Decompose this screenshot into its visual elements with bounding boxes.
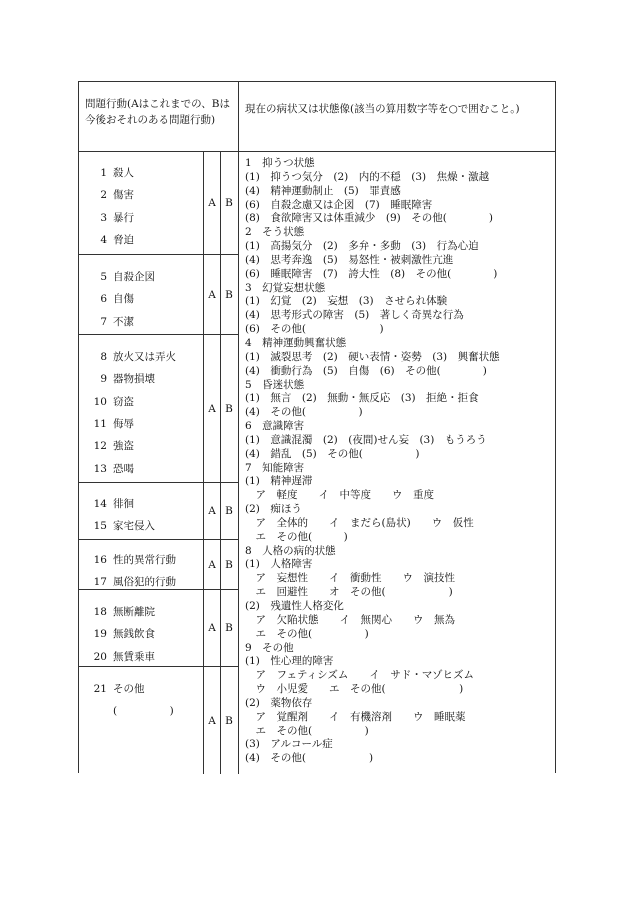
status-line: (1) 精神遅滞 bbox=[245, 475, 313, 488]
behavior-item-number: 16 bbox=[93, 554, 107, 566]
behavior-items bbox=[79, 151, 203, 254]
behavior-item-label: 無銭飲食 bbox=[113, 628, 155, 640]
behavior-item-number: 14 bbox=[93, 498, 107, 510]
status-line: ア 軽度 イ 中等度 ウ 重度 bbox=[245, 489, 434, 502]
behavior-item-number: 10 bbox=[93, 396, 107, 408]
status-line: ア 全体的 イ まだら(島状) ウ 仮性 bbox=[245, 516, 474, 529]
status-line: ア 欠陥状態 イ 無関心 ウ 無為 bbox=[245, 613, 455, 626]
status-line: 4 精神運動興奮状態 bbox=[245, 336, 347, 349]
status-line: (3) アルコール症 bbox=[245, 738, 333, 751]
behavior-item bbox=[85, 438, 134, 454]
behavior-item bbox=[85, 552, 176, 568]
behavior-group bbox=[79, 483, 238, 540]
behavior-item-label: 強盗 bbox=[113, 440, 134, 452]
behavior-item bbox=[85, 626, 155, 642]
status-line: エ 回避性 オ その他( ) bbox=[245, 586, 453, 599]
header-problem-behavior: 問題行動(Aはこれまでの、Bは今後おそれのある問題行動) bbox=[85, 98, 230, 126]
behavior-item-label: 自傷 bbox=[113, 293, 134, 305]
status-line: (1) 意識混濁 (2) (夜間)せん妄 (3) もうろう bbox=[245, 433, 487, 446]
behavior-item-label: 器物損壊 bbox=[113, 373, 155, 385]
status-line: (2) 薬物依存 bbox=[245, 696, 313, 709]
behavior-item bbox=[85, 291, 134, 307]
behavior-item bbox=[85, 210, 134, 226]
status-line: (6) その他( ) bbox=[245, 323, 384, 336]
behavior-item-number: 12 bbox=[93, 440, 107, 452]
behavior-group bbox=[79, 255, 238, 335]
status-line: (1) 高揚気分 (2) 多弁・多動 (3) 行為心迫 bbox=[245, 240, 479, 253]
column-divider bbox=[238, 82, 239, 774]
behavior-item-label: 侮辱 bbox=[113, 418, 134, 430]
behavior-item bbox=[85, 649, 155, 665]
status-line: (8) 食欲障害又は体重減少 (9) その他( ) bbox=[245, 212, 493, 225]
behavior-item bbox=[85, 461, 134, 477]
column-a-cell: A bbox=[203, 483, 220, 539]
column-b-cell: B bbox=[220, 151, 237, 254]
behavior-item-number: 18 bbox=[93, 606, 107, 618]
behavior-items bbox=[79, 335, 203, 482]
behavior-item-number: 3 bbox=[100, 212, 107, 224]
status-line: (1) 滅裂思考 (2) 硬い表情・姿勢 (3) 興奮状態 bbox=[245, 350, 500, 363]
behavior-item-label: 窃盗 bbox=[113, 396, 134, 408]
behavior-group bbox=[79, 151, 238, 255]
status-line: ウ 小児愛 エ その他( ) bbox=[245, 683, 464, 696]
status-line: 9 その他 bbox=[245, 641, 294, 654]
behavior-item-label: その他 bbox=[113, 683, 145, 695]
status-line: エ その他( ) bbox=[245, 530, 348, 543]
behavior-item bbox=[85, 314, 134, 330]
column-b-cell: B bbox=[220, 255, 237, 334]
status-line: (4) 衝動行為 (5) 自傷 (6) その他( ) bbox=[245, 364, 487, 377]
form-table bbox=[78, 81, 556, 773]
column-a-cell: A bbox=[203, 335, 220, 482]
behavior-item-number: 9 bbox=[100, 373, 107, 385]
column-a-cell: A bbox=[203, 255, 220, 334]
behavior-item bbox=[85, 574, 176, 590]
behavior-item-number: 17 bbox=[93, 576, 107, 588]
behavior-items bbox=[79, 540, 203, 589]
status-line: (4) その他( ) bbox=[245, 406, 363, 419]
behavior-item-number: 11 bbox=[93, 418, 107, 430]
behavior-item-number: 21 bbox=[93, 683, 107, 695]
behavior-group bbox=[79, 335, 238, 483]
behavior-item bbox=[85, 604, 155, 620]
column-a-cell: A bbox=[203, 590, 220, 666]
status-line: 2 そう状態 bbox=[245, 226, 305, 239]
behavior-item-label: 無断離院 bbox=[113, 606, 155, 618]
behavior-item-label: 暴行 bbox=[113, 212, 134, 224]
status-line: (1) 人格障害 bbox=[245, 558, 313, 571]
status-line: (4) その他( ) bbox=[245, 752, 374, 765]
status-line: エ その他( ) bbox=[245, 627, 369, 640]
behavior-item-number: 2 bbox=[100, 189, 107, 201]
behavior-item-number: 5 bbox=[100, 271, 107, 283]
column-b-cell: B bbox=[220, 335, 237, 482]
status-line: (1) 性心理的障害 bbox=[245, 655, 334, 668]
behavior-item bbox=[85, 349, 176, 365]
behavior-group bbox=[79, 590, 238, 667]
behavior-items bbox=[79, 483, 203, 539]
behavior-item bbox=[85, 681, 145, 697]
behavior-item-number: 20 bbox=[93, 651, 107, 663]
status-line: ア 覚醒剤 イ 有機溶剤 ウ 睡眠薬 bbox=[245, 710, 466, 723]
status-line: (1) 無言 (2) 無動・無反応 (3) 拒絶・拒食 bbox=[245, 392, 479, 405]
behavior-item-label: 無賃乗車 bbox=[113, 651, 155, 663]
status-line: 5 昏迷状態 bbox=[245, 378, 305, 391]
status-line: 7 知能障害 bbox=[245, 461, 305, 474]
behavior-item-number: 19 bbox=[93, 628, 107, 640]
behavior-item bbox=[85, 187, 134, 203]
behavior-other-blank: ( ) bbox=[113, 705, 174, 717]
behavior-item-number: 4 bbox=[100, 234, 107, 246]
behavior-item-number: 13 bbox=[93, 463, 107, 475]
status-line: (4) 精神運動制止 (5) 罪責感 bbox=[245, 184, 401, 197]
behavior-item-number: 8 bbox=[100, 351, 107, 363]
behavior-item bbox=[85, 232, 134, 248]
behavior-item-label: 放火又は弄火 bbox=[113, 351, 176, 363]
behavior-item bbox=[85, 496, 134, 512]
status-line: (6) 自殺念慮又は企図 (7) 睡眠障害 bbox=[245, 198, 433, 211]
behavior-items bbox=[79, 667, 203, 774]
header-current-status: 現在の病状又は状態像(該当の算用数字等を○で囲むこと。) bbox=[245, 103, 520, 115]
behavior-item-number: 15 bbox=[93, 520, 107, 532]
status-line: (4) 思考形式の障害 (5) 著しく奇異な行為 bbox=[245, 309, 464, 322]
behavior-item-label: 殺人 bbox=[113, 167, 134, 179]
status-line: エ その他( ) bbox=[245, 724, 369, 737]
behavior-item-label: 性的異常行動 bbox=[113, 554, 176, 566]
behavior-item bbox=[85, 518, 155, 534]
behavior-item-number: 7 bbox=[100, 316, 107, 328]
column-a-cell: A bbox=[203, 540, 220, 589]
column-b-cell: B bbox=[220, 483, 237, 539]
status-line: (6) 睡眠障害 (7) 誇大性 (8) その他( ) bbox=[245, 267, 498, 280]
status-line: 1 抑うつ状態 bbox=[245, 157, 315, 169]
behavior-item-label: 脅迫 bbox=[113, 234, 134, 246]
status-line: (2) 痴ほう bbox=[245, 503, 302, 516]
status-line: (2) 残遺性人格変化 bbox=[245, 600, 344, 612]
status-line: 3 幻覚妄想状態 bbox=[245, 281, 326, 294]
behavior-item-label: 風俗犯的行動 bbox=[113, 576, 176, 588]
behavior-item-number: 1 bbox=[100, 167, 107, 179]
behavior-item bbox=[85, 371, 155, 387]
behavior-item-label: 不潔 bbox=[113, 316, 134, 328]
behavior-group bbox=[79, 540, 238, 590]
behavior-item bbox=[85, 269, 155, 285]
status-line: ア フェティシズム イ サド・マゾヒズム bbox=[245, 669, 475, 682]
behavior-item-label: 傷害 bbox=[113, 189, 134, 201]
status-line: (4) 思考奔逸 (5) 易怒性・被刺激性亢進 bbox=[245, 253, 454, 266]
status-line: (1) 幻覚 (2) 妄想 (3) させられ体験 bbox=[245, 295, 448, 308]
status-line: (1) 抑うつ気分 (2) 内的不穏 (3) 焦燥・激越 bbox=[245, 170, 490, 183]
behavior-item bbox=[85, 416, 134, 432]
column-a-cell: A bbox=[203, 151, 220, 254]
column-b-cell: B bbox=[220, 590, 237, 666]
behavior-item bbox=[85, 394, 134, 410]
behavior-item bbox=[85, 165, 134, 181]
behavior-item-number: 6 bbox=[100, 293, 107, 305]
status-line: (4) 錯乱 (5) その他( ) bbox=[245, 447, 420, 460]
behavior-group bbox=[79, 667, 238, 774]
behavior-items bbox=[79, 590, 203, 666]
behavior-item-label: 家宅侵入 bbox=[113, 520, 155, 532]
status-line: ア 妄想性 イ 衝動性 ウ 演技性 bbox=[245, 572, 455, 585]
column-b-cell: B bbox=[220, 540, 237, 589]
behavior-item-label: 自殺企図 bbox=[113, 271, 155, 283]
behavior-item-label: 恐喝 bbox=[113, 463, 134, 475]
status-line: 8 人格の病的状態 bbox=[245, 544, 336, 557]
column-a-cell: A bbox=[203, 667, 220, 774]
status-line: 6 意識障害 bbox=[245, 420, 305, 433]
status-list bbox=[245, 157, 553, 766]
column-b-cell: B bbox=[220, 667, 237, 774]
behavior-items bbox=[79, 255, 203, 334]
behavior-item-label: 徘徊 bbox=[113, 498, 134, 510]
